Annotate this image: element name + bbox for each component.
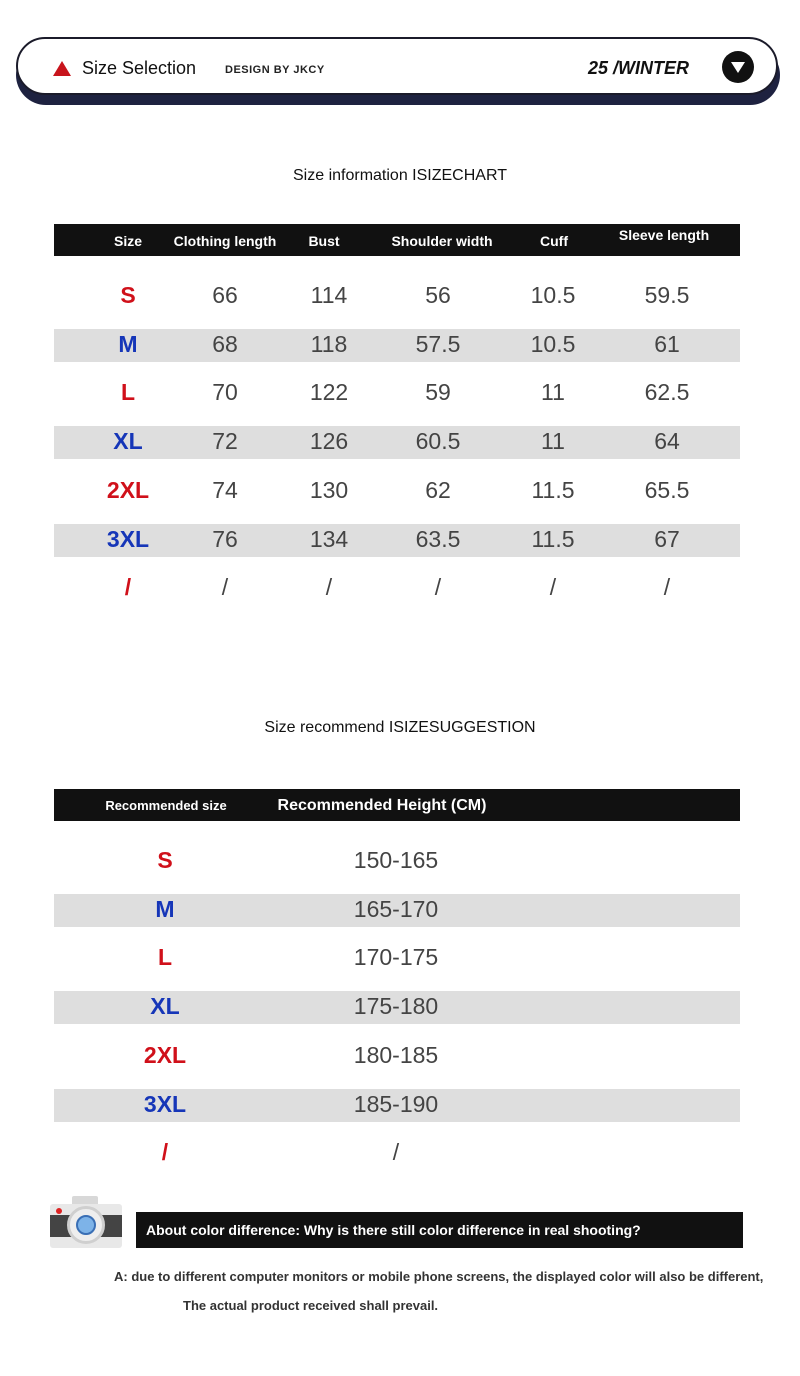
table-cell: / (663, 574, 671, 601)
table-cell: 70 (212, 379, 238, 406)
size-label: 2XL (143, 1041, 187, 1068)
size-label: L (120, 379, 136, 406)
table-cell: 170-175 (353, 944, 439, 971)
table-row (54, 280, 740, 313)
column-header-cuff: Cuff (540, 233, 568, 249)
table-row (54, 1089, 740, 1122)
table-cell: / (392, 1139, 400, 1166)
size-label: 2XL (106, 476, 150, 503)
table-cell: 63.5 (415, 525, 461, 552)
header-banner (16, 37, 778, 95)
table-cell: 72 (212, 428, 238, 455)
table-cell: 10.5 (530, 282, 576, 308)
table-cell: 11 (541, 379, 565, 406)
size-label: S (120, 282, 136, 308)
table-cell: 68 (212, 330, 238, 357)
answer-line-2: The actual product received shall prevail. (183, 1298, 439, 1313)
table-cell: 59.5 (644, 282, 690, 308)
table-cell: 74 (212, 476, 238, 503)
table-row (54, 1137, 740, 1170)
table-cell: 122 (309, 379, 349, 406)
size-recommend-header (54, 789, 740, 821)
table-row (54, 1040, 740, 1073)
table-cell: 11.5 (531, 476, 575, 503)
answer-line-1: A: due to different computer monitors or mobile phone screens, the displayed color will also be different, (114, 1269, 764, 1284)
color-difference-question (136, 1212, 743, 1248)
table-cell: 61 (654, 330, 680, 357)
table-cell: / (325, 574, 333, 601)
size-label: S (157, 847, 173, 873)
column-header-recommended-height: Recommended Height (CM) (277, 797, 487, 814)
size-label: XL (113, 428, 143, 455)
size-label: XL (150, 993, 180, 1020)
table-row (54, 894, 740, 927)
column-header-clothing-length: Clothing length (173, 233, 277, 249)
table-cell: 185-190 (353, 1090, 439, 1117)
table-cell: / (549, 574, 557, 601)
banner-season: 25 /WINTER (588, 58, 690, 78)
table-row (54, 845, 740, 878)
table-cell: 150-165 (353, 847, 439, 873)
table-cell: 62 (425, 476, 451, 503)
table-cell: 130 (309, 476, 349, 503)
size-label: L (157, 944, 173, 971)
table-cell: 62.5 (644, 379, 690, 406)
table-cell: 65.5 (644, 476, 690, 503)
table-row (54, 426, 740, 459)
table-cell: 118 (310, 330, 348, 357)
table-row (54, 572, 740, 605)
size-chart-header (54, 224, 740, 256)
table-cell: / (434, 574, 442, 601)
table-cell: 10.5 (530, 330, 576, 357)
size-label: M (118, 330, 138, 357)
table-row (54, 524, 740, 557)
table-cell: 76 (212, 525, 238, 552)
table-row (54, 991, 740, 1024)
size-label: / (161, 1139, 169, 1166)
table-cell: 165-170 (353, 895, 439, 922)
table-cell: 60.5 (415, 428, 461, 455)
triangle-icon (53, 61, 71, 76)
banner-title: Size Selection (82, 58, 197, 78)
size-label: 3XL (106, 525, 150, 552)
column-header-recommended-size: Recommended size (105, 798, 227, 813)
table-row (54, 329, 740, 362)
table-cell: 66 (212, 282, 238, 308)
table-cell: 67 (654, 525, 680, 552)
size-label: / (124, 574, 132, 601)
size-label: 3XL (143, 1090, 187, 1117)
question-text: About color difference: Why is there still color difference in real shooting? (146, 1222, 641, 1238)
table-row (54, 475, 740, 508)
chevron-down-icon[interactable] (722, 51, 754, 83)
table-row (54, 942, 740, 975)
column-header-shoulder-width: Shoulder width (391, 233, 493, 249)
size-chart-title: Size information ISIZECHART (293, 167, 507, 184)
table-cell: 11 (541, 428, 565, 455)
table-cell: 126 (309, 428, 349, 455)
banner-design-credit: DESIGN BY JKCY (225, 64, 325, 76)
table-row (54, 377, 740, 410)
camera-icon (50, 1196, 122, 1254)
table-cell: 59 (425, 379, 451, 406)
table-cell: 57.5 (415, 330, 461, 357)
column-header-sleeve-length: Sleeve length (618, 227, 710, 243)
table-cell: 56 (425, 282, 451, 308)
table-cell: 114 (310, 282, 348, 308)
table-cell: / (221, 574, 229, 601)
column-header-size: Size (113, 233, 143, 249)
table-cell: 11.5 (531, 525, 575, 552)
table-cell: 180-185 (353, 1041, 439, 1068)
size-recommend-title: Size recommend ISIZESUGGESTION (264, 719, 536, 736)
table-cell: 175-180 (353, 993, 439, 1020)
size-label: M (155, 895, 175, 922)
column-header-bust: Bust (308, 233, 340, 249)
table-cell: 64 (654, 428, 680, 455)
table-cell: 134 (309, 525, 349, 552)
